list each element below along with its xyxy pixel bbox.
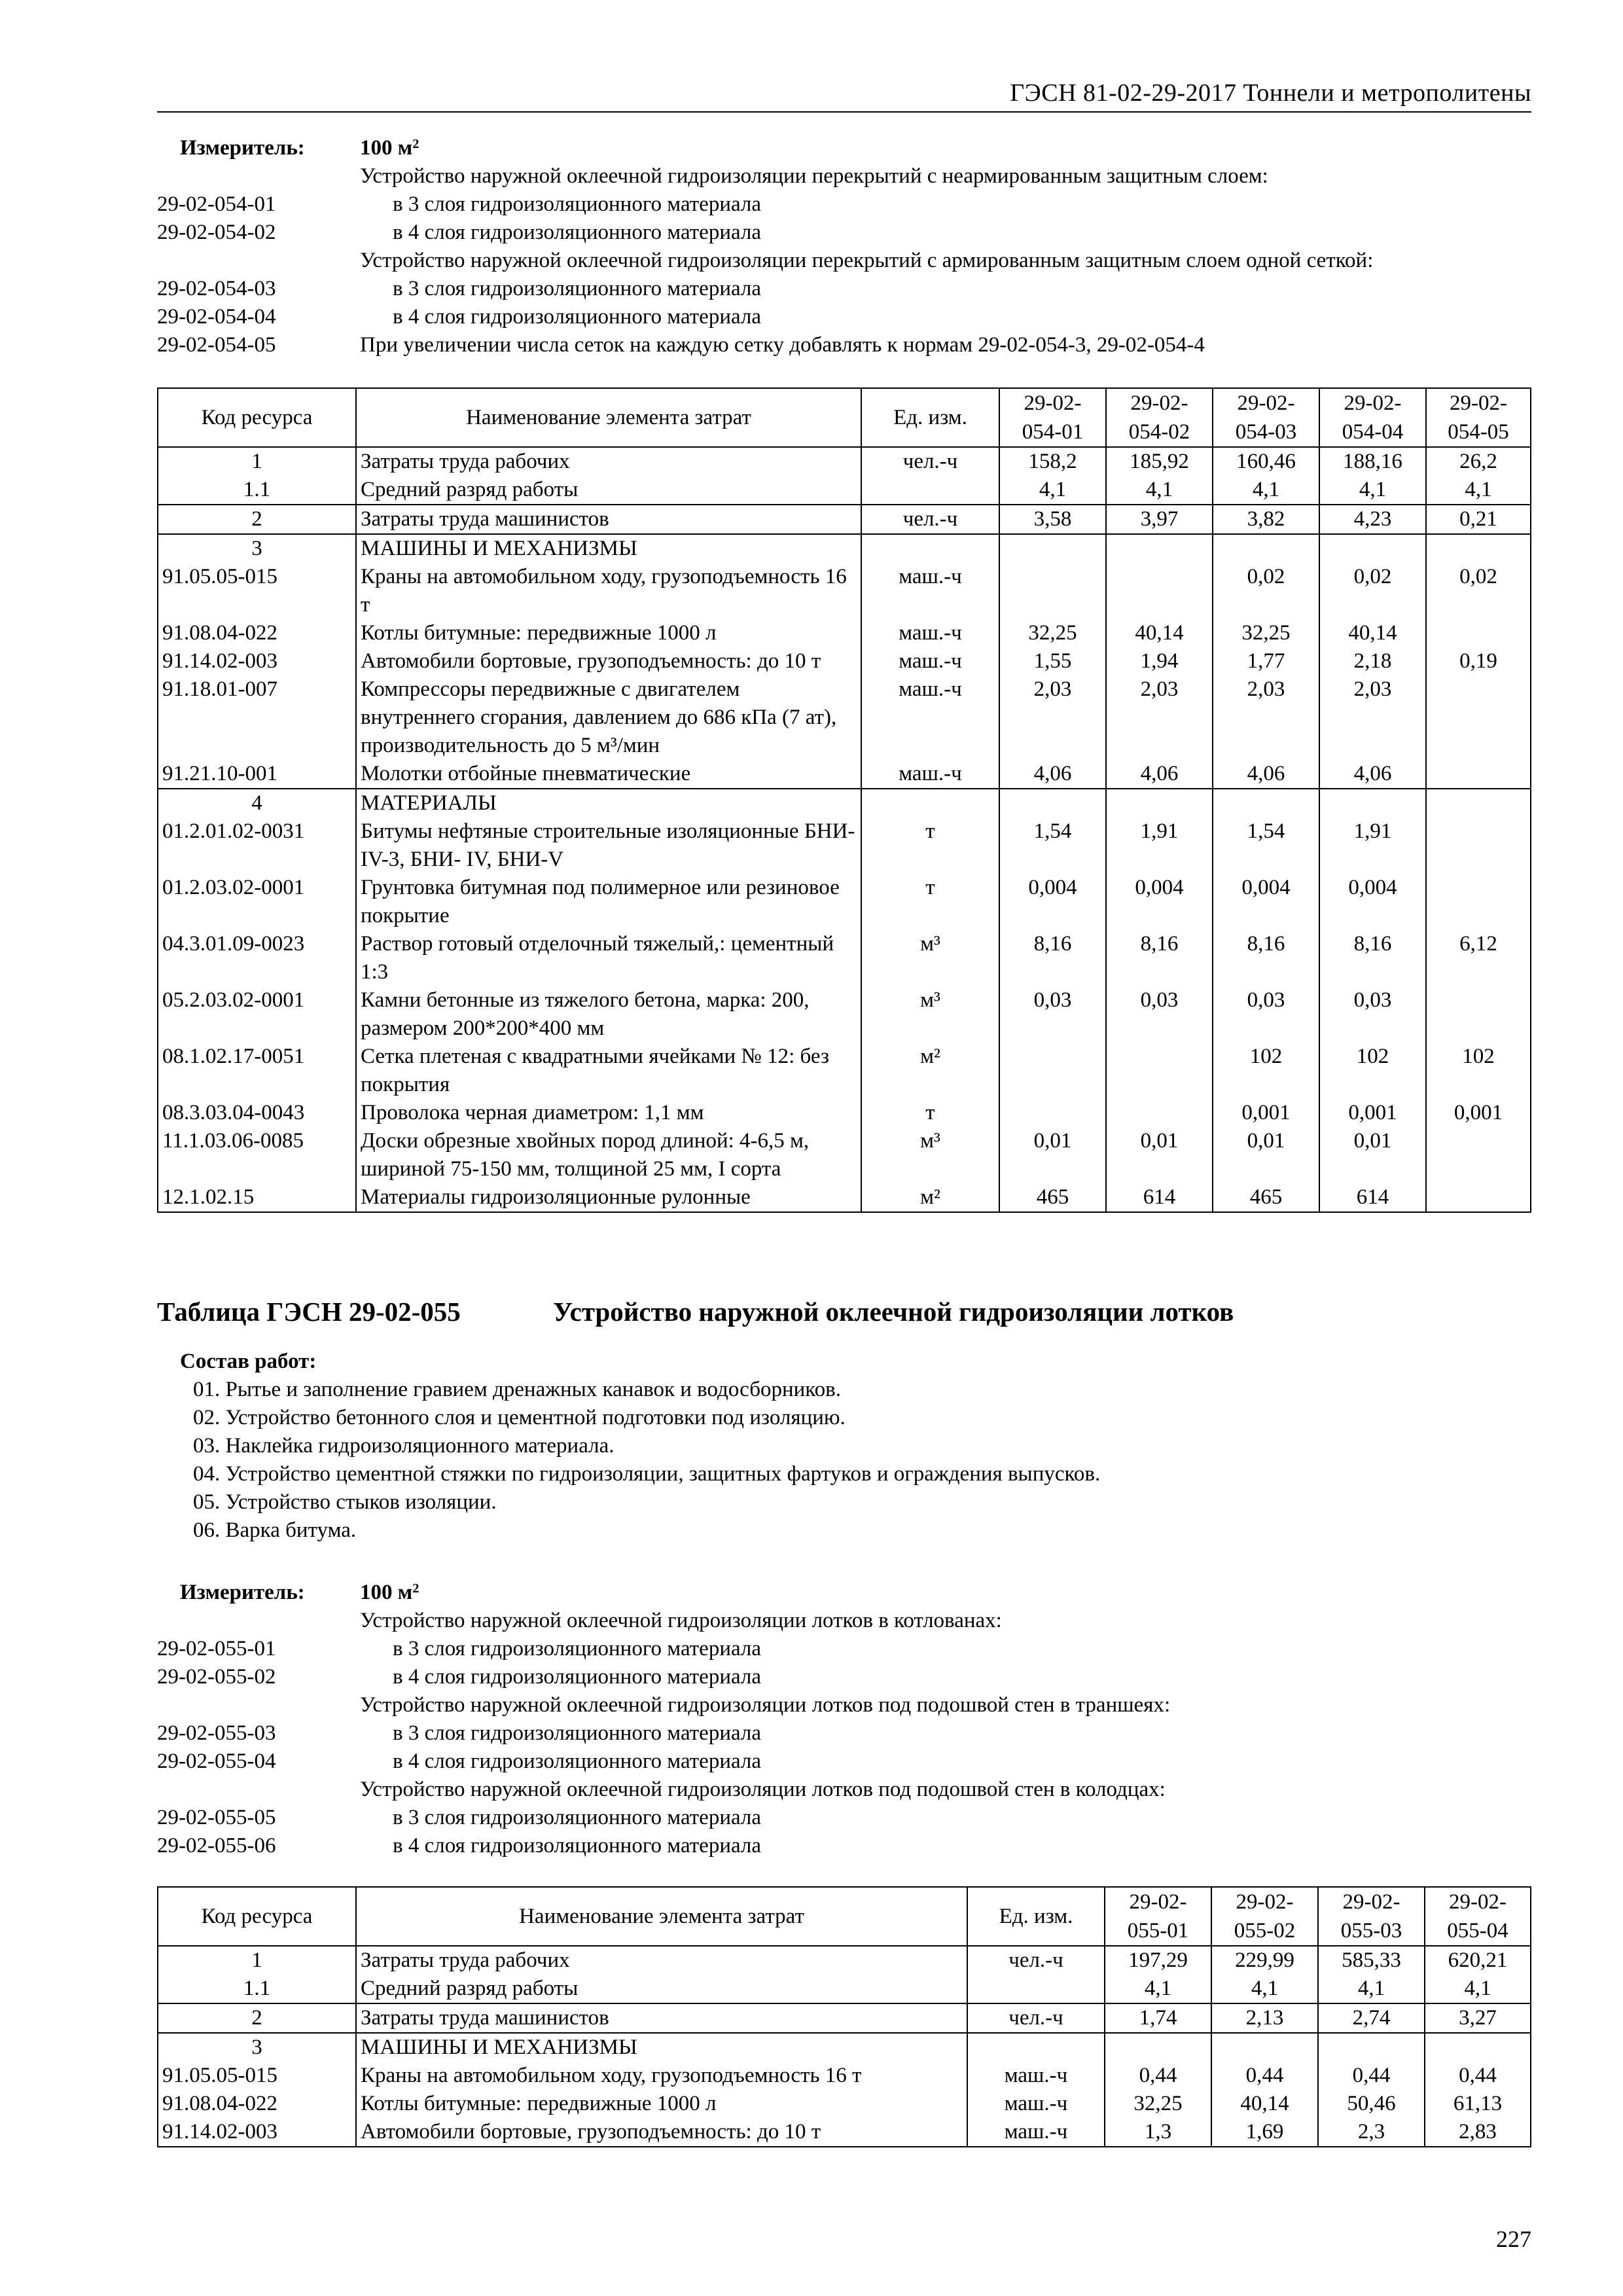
resource-name: Краны на автомобильном ходу, грузоподъемность 16 т bbox=[356, 2062, 967, 2090]
norm-value: 4,1 bbox=[1425, 1975, 1531, 2003]
unit: т bbox=[861, 817, 999, 874]
norm-item: 29-02-054-04 в 4 слоя гидроизоляционного материала bbox=[157, 305, 762, 329]
norm-value: 4,1 bbox=[1318, 1975, 1425, 2003]
column-header: Код ресурса bbox=[158, 1887, 356, 1946]
unit bbox=[967, 1975, 1105, 2003]
norm-value bbox=[1426, 1183, 1531, 1212]
norm-value bbox=[1213, 789, 1319, 817]
norm-value bbox=[1106, 1043, 1213, 1099]
norm-value bbox=[999, 1099, 1106, 1127]
table-row bbox=[158, 1127, 1531, 1183]
meter-label: Измеритель: bbox=[180, 1581, 305, 1604]
norm-value: 2,74 bbox=[1318, 2003, 1425, 2033]
norm-value bbox=[1426, 789, 1531, 817]
table-header-row bbox=[158, 388, 1531, 447]
meter-block-054 bbox=[157, 134, 1531, 359]
norm-value: 1,54 bbox=[1213, 817, 1319, 874]
norm-item: 29-02-054-05 При увеличении числа сеток на каждую сетку добавлять к нормам 29-02-054-3, 29-02-054-4 bbox=[157, 333, 1205, 357]
resource-code: 01.2.01.02-0031 bbox=[158, 817, 356, 874]
norm-value bbox=[999, 563, 1106, 619]
table-row bbox=[158, 2003, 1531, 2033]
resource-code: 91.08.04-022 bbox=[158, 619, 356, 647]
norm-value: 0,01 bbox=[1319, 1127, 1426, 1183]
norm-value: 614 bbox=[1106, 1183, 1213, 1212]
norm-value: 2,18 bbox=[1319, 647, 1426, 675]
norm-value bbox=[1106, 789, 1213, 817]
table-row bbox=[158, 1946, 1531, 1975]
norm-value: 1,54 bbox=[999, 817, 1106, 874]
resource-code: 08.1.02.17-0051 bbox=[158, 1043, 356, 1099]
norm-value: 4,23 bbox=[1319, 505, 1426, 534]
norm-value: 160,46 bbox=[1213, 447, 1319, 476]
page-number: 227 bbox=[1496, 2226, 1531, 2252]
norm-value: 40,14 bbox=[1211, 2090, 1318, 2118]
meter-label: Измеритель: bbox=[180, 136, 305, 160]
norm-value: 3,27 bbox=[1425, 2003, 1531, 2033]
norm-value: 0,004 bbox=[1213, 874, 1319, 930]
norm-value: 4,1 bbox=[1105, 1975, 1211, 2003]
resource-name: Котлы битумные: передвижные 1000 л bbox=[356, 619, 861, 647]
resource-name: Котлы битумные: передвижные 1000 л bbox=[356, 2090, 967, 2118]
norm-value: 32,25 bbox=[1105, 2090, 1211, 2118]
table-row bbox=[158, 1043, 1531, 1099]
unit: чел.-ч bbox=[861, 505, 999, 534]
norm-value bbox=[1106, 534, 1213, 563]
norm-value: 4,1 bbox=[1319, 476, 1426, 505]
norm-value: 1,77 bbox=[1213, 647, 1319, 675]
norm-value bbox=[1319, 534, 1426, 563]
norm-value: 40,14 bbox=[1319, 619, 1426, 647]
norm-value bbox=[1211, 2033, 1318, 2062]
norm-value bbox=[999, 789, 1106, 817]
resource-code: 91.21.10-001 bbox=[158, 760, 356, 789]
column-header: 29-02- 054-02 bbox=[1106, 388, 1213, 447]
unit bbox=[861, 534, 999, 563]
norm-value bbox=[1318, 2033, 1425, 2062]
norm-value: 0,001 bbox=[1426, 1099, 1531, 1127]
norm-value: 8,16 bbox=[1213, 930, 1319, 986]
norm-value: 4,1 bbox=[1213, 476, 1319, 505]
works-title: Состав работ: bbox=[180, 1350, 317, 1373]
norm-value: 4,1 bbox=[1211, 1975, 1318, 2003]
norm-value: 229,99 bbox=[1211, 1946, 1318, 1975]
unit: м² bbox=[861, 1043, 999, 1099]
norm-value: 4,1 bbox=[999, 476, 1106, 505]
work-group-heading: Устройство наружной оклеечной гидроизоляции лотков в котлованах: bbox=[360, 1609, 1002, 1632]
norm-value: 3,82 bbox=[1213, 505, 1319, 534]
norm-value: 614 bbox=[1319, 1183, 1426, 1212]
norm-value: 465 bbox=[999, 1183, 1106, 1212]
norm-value bbox=[1425, 2033, 1531, 2062]
resource-code: 91.05.05-015 bbox=[158, 563, 356, 619]
resource-name: Материалы гидроизоляционные рулонные bbox=[356, 1183, 861, 1212]
norm-item: 29-02-054-03 в 3 слоя гидроизоляционного материала bbox=[157, 277, 762, 300]
norm-item: 29-02-055-06 в 4 слоя гидроизоляционного материала bbox=[157, 1834, 762, 1857]
norm-value bbox=[999, 1043, 1106, 1099]
column-header: Наименование элемента затрат bbox=[356, 1887, 967, 1946]
norm-value: 0,03 bbox=[1213, 986, 1319, 1043]
table-row bbox=[158, 647, 1531, 675]
norm-value: 3,97 bbox=[1106, 505, 1213, 534]
norm-value: 4,06 bbox=[1213, 760, 1319, 789]
resource-code: 2 bbox=[158, 2003, 356, 2033]
norm-value: 4,06 bbox=[1106, 760, 1213, 789]
unit: т bbox=[861, 874, 999, 930]
table-row bbox=[158, 1183, 1531, 1212]
table-row bbox=[158, 2118, 1531, 2147]
norm-value: 50,46 bbox=[1318, 2090, 1425, 2118]
table-row bbox=[158, 534, 1531, 563]
norm-value: 102 bbox=[1426, 1043, 1531, 1099]
resource-code: 1 bbox=[158, 1946, 356, 1975]
unit: маш.-ч bbox=[861, 675, 999, 760]
norm-item: 29-02-055-04 в 4 слоя гидроизоляционного материала bbox=[157, 1749, 762, 1773]
resource-code: 91.18.01-007 bbox=[158, 675, 356, 760]
norm-value bbox=[1319, 789, 1426, 817]
norm-value: 158,2 bbox=[999, 447, 1106, 476]
norm-item: 29-02-054-01 в 3 слоя гидроизоляционного материала bbox=[157, 192, 762, 216]
norm-value: 0,03 bbox=[1319, 986, 1426, 1043]
norm-value: 6,12 bbox=[1426, 930, 1531, 986]
norm-value: 4,06 bbox=[999, 760, 1106, 789]
resource-code: 91.05.05-015 bbox=[158, 2062, 356, 2090]
norm-value bbox=[1426, 817, 1531, 874]
column-header: Ед. изм. bbox=[967, 1887, 1105, 1946]
work-group-heading: Устройство наружной оклеечной гидроизоляции перекрытий с армированным защитным слоем одной сеткой: bbox=[360, 249, 1374, 272]
meter-row bbox=[157, 1579, 1531, 1607]
norm-value bbox=[1426, 760, 1531, 789]
norm-value: 2,03 bbox=[1106, 675, 1213, 760]
norm-value: 32,25 bbox=[999, 619, 1106, 647]
works-item: 06. Варка битума. bbox=[193, 1518, 357, 1542]
norm-value bbox=[1106, 1099, 1213, 1127]
norm-value: 2,3 bbox=[1318, 2118, 1425, 2147]
resource-name: Проволока черная диаметром: 1,1 мм bbox=[356, 1099, 861, 1127]
column-header: 29-02- 054-01 bbox=[999, 388, 1106, 447]
norm-value: 2,03 bbox=[999, 675, 1106, 760]
resource-name: Раствор готовый отделочный тяжелый,: цементный 1:3 bbox=[356, 930, 861, 986]
norm-value bbox=[1105, 2033, 1211, 2062]
norm-value: 0,21 bbox=[1426, 505, 1531, 534]
norm-value: 0,02 bbox=[1319, 563, 1426, 619]
table-row bbox=[158, 1975, 1531, 2003]
norm-value: 620,21 bbox=[1425, 1946, 1531, 1975]
resource-name: Компрессоры передвижные с двигателем внутреннего сгорания, давлением до 686 кПа (7 ат), производительность до 5 м³/мин bbox=[356, 675, 861, 760]
unit: маш.-ч bbox=[861, 760, 999, 789]
norm-value: 188,16 bbox=[1319, 447, 1426, 476]
norm-value: 0,44 bbox=[1318, 2062, 1425, 2090]
norm-value: 0,004 bbox=[999, 874, 1106, 930]
norm-value: 2,03 bbox=[1213, 675, 1319, 760]
column-header: 29-02- 055-04 bbox=[1425, 1887, 1531, 1946]
works-item: 05. Устройство стыков изоляции. bbox=[193, 1490, 497, 1514]
norm-value: 0,004 bbox=[1319, 874, 1426, 930]
unit: м³ bbox=[861, 1127, 999, 1183]
resource-code: 4 bbox=[158, 789, 356, 817]
resource-name: Средний разряд работы bbox=[356, 476, 861, 505]
unit: чел.-ч bbox=[861, 447, 999, 476]
resource-name: Автомобили бортовые, грузоподъемность: до 10 т bbox=[356, 647, 861, 675]
norm-value: 0,01 bbox=[1213, 1127, 1319, 1183]
unit: маш.-ч bbox=[861, 563, 999, 619]
resource-code: 01.2.03.02-0001 bbox=[158, 874, 356, 930]
work-group-heading: Устройство наружной оклеечной гидроизоляции лотков под подошвой стен в траншеях: bbox=[360, 1693, 1171, 1717]
resource-code: 1 bbox=[158, 447, 356, 476]
norm-value: 4,1 bbox=[1426, 476, 1531, 505]
norm-value: 102 bbox=[1213, 1043, 1319, 1099]
table-row bbox=[158, 789, 1531, 817]
running-header bbox=[157, 72, 1531, 113]
unit bbox=[861, 789, 999, 817]
norm-value: 197,29 bbox=[1105, 1946, 1211, 1975]
norm-value: 2,03 bbox=[1319, 675, 1426, 760]
table-row bbox=[158, 930, 1531, 986]
meter-value: 100 $м^2$ bbox=[360, 1581, 419, 1604]
unit: м³ bbox=[861, 930, 999, 986]
norm-value bbox=[1426, 1127, 1531, 1183]
column-header: 29-02- 055-02 bbox=[1211, 1887, 1318, 1946]
column-header: 29-02- 054-05 bbox=[1426, 388, 1531, 447]
resource-code: 3 bbox=[158, 2033, 356, 2062]
column-header: 29-02- 055-03 bbox=[1318, 1887, 1425, 1946]
norm-value bbox=[1426, 534, 1531, 563]
norm-value: 4,06 bbox=[1319, 760, 1426, 789]
resource-name: Затраты труда машинистов bbox=[356, 505, 861, 534]
norm-value: 0,001 bbox=[1213, 1099, 1319, 1127]
norm-value: 0,01 bbox=[999, 1127, 1106, 1183]
unit: маш.-ч bbox=[967, 2118, 1105, 2147]
unit: маш.-ч bbox=[861, 647, 999, 675]
resource-code: 3 bbox=[158, 534, 356, 563]
meter-value: 100 $м^2$ bbox=[360, 136, 419, 160]
unit: м² bbox=[861, 1183, 999, 1212]
resource-name: Доски обрезные хвойных пород длиной: 4-6,5 м, шириной 75-150 мм, толщиной 25 мм, I сорта bbox=[356, 1127, 861, 1183]
table-row bbox=[158, 447, 1531, 476]
norm-value: 0,01 bbox=[1106, 1127, 1213, 1183]
norm-value: 1,69 bbox=[1211, 2118, 1318, 2147]
resource-code: 12.1.02.15 bbox=[158, 1183, 356, 1212]
meter-block-055 bbox=[157, 1579, 1531, 1860]
unit bbox=[967, 2033, 1105, 2062]
unit: маш.-ч bbox=[967, 2090, 1105, 2118]
table-row bbox=[158, 619, 1531, 647]
resource-code: 2 bbox=[158, 505, 356, 534]
norm-value bbox=[999, 534, 1106, 563]
resource-name: МАТЕРИАЛЫ bbox=[356, 789, 861, 817]
norm-value: 4,1 bbox=[1106, 476, 1213, 505]
resource-code: 08.3.03.04-0043 bbox=[158, 1099, 356, 1127]
norm-value: 0,44 bbox=[1425, 2062, 1531, 2090]
resource-code: 91.14.02-003 bbox=[158, 647, 356, 675]
resource-name: Средний разряд работы bbox=[356, 1975, 967, 2003]
norm-value: 0,44 bbox=[1105, 2062, 1211, 2090]
resource-name: Затраты труда рабочих bbox=[356, 447, 861, 476]
column-header: Наименование элемента затрат bbox=[356, 388, 861, 447]
table-row bbox=[158, 675, 1531, 760]
resource-name: МАШИНЫ И МЕХАНИЗМЫ bbox=[356, 2033, 967, 2062]
norm-value: 2,13 bbox=[1211, 2003, 1318, 2033]
norm-value bbox=[1426, 986, 1531, 1043]
column-header: Код ресурса bbox=[158, 388, 356, 447]
resource-name: Затраты труда рабочих bbox=[356, 1946, 967, 1975]
norm-value bbox=[1106, 563, 1213, 619]
unit bbox=[861, 476, 999, 505]
resource-name: Затраты труда машинистов bbox=[356, 2003, 967, 2033]
norm-value: 1,91 bbox=[1319, 817, 1426, 874]
column-header: 29-02- 054-03 bbox=[1213, 388, 1319, 447]
table-row bbox=[158, 986, 1531, 1043]
norm-value: 61,13 bbox=[1425, 2090, 1531, 2118]
resource-code: 1.1 bbox=[158, 476, 356, 505]
norm-value: 8,16 bbox=[999, 930, 1106, 986]
norm-value: 0,02 bbox=[1426, 563, 1531, 619]
column-header: 29-02- 054-04 bbox=[1319, 388, 1426, 447]
norm-value: 32,25 bbox=[1213, 619, 1319, 647]
table-row bbox=[158, 1099, 1531, 1127]
resource-code: 04.3.01.09-0023 bbox=[158, 930, 356, 986]
norm-value: 3,58 bbox=[999, 505, 1106, 534]
norm-value: 26,2 bbox=[1426, 447, 1531, 476]
resource-code: 11.1.03.06-0085 bbox=[158, 1127, 356, 1183]
table-row bbox=[158, 2090, 1531, 2118]
norm-value: 8,16 bbox=[1106, 930, 1213, 986]
table-number: Таблица ГЭСН 29-02-055 bbox=[157, 1297, 461, 1327]
norm-value bbox=[1426, 874, 1531, 930]
works-item: 02. Устройство бетонного слоя и цементной подготовки под изоляцию. bbox=[193, 1406, 846, 1429]
norm-value: 1,3 bbox=[1105, 2118, 1211, 2147]
resource-code: 91.14.02-003 bbox=[158, 2118, 356, 2147]
norm-item: 29-02-054-02 в 4 слоя гидроизоляционного материала bbox=[157, 221, 762, 244]
norm-value: 0,03 bbox=[999, 986, 1106, 1043]
unit: т bbox=[861, 1099, 999, 1127]
resource-code: 05.2.03.02-0001 bbox=[158, 986, 356, 1043]
norm-value bbox=[1213, 534, 1319, 563]
table-row bbox=[158, 2033, 1531, 2062]
table-row bbox=[158, 817, 1531, 874]
norm-value: 1,55 bbox=[999, 647, 1106, 675]
norm-value: 0,03 bbox=[1106, 986, 1213, 1043]
meter-row bbox=[157, 134, 1531, 162]
works-item: 01. Рытье и заполнение гравием дренажных канавок и водосборников. bbox=[193, 1378, 841, 1401]
norm-value: 8,16 bbox=[1319, 930, 1426, 986]
norm-value: 40,14 bbox=[1106, 619, 1213, 647]
table-row bbox=[158, 505, 1531, 534]
norm-value: 585,33 bbox=[1318, 1946, 1425, 1975]
table-name: Устройство наружной оклеечной гидроизоляции лотков bbox=[553, 1297, 1234, 1327]
work-group-heading: Устройство наружной оклеечной гидроизоляции лотков под подошвой стен в колодцах: bbox=[360, 1778, 1166, 1801]
norm-value bbox=[1426, 619, 1531, 647]
norm-value: 0,19 bbox=[1426, 647, 1531, 675]
resource-table-054 bbox=[157, 387, 1531, 1213]
column-header: 29-02- 055-01 bbox=[1105, 1887, 1211, 1946]
norm-value: 2,83 bbox=[1425, 2118, 1531, 2147]
norm-value: 1,94 bbox=[1106, 647, 1213, 675]
norm-value: 0,004 bbox=[1106, 874, 1213, 930]
resource-name: Сетка плетеная с квадратными ячейками № 12: без покрытия bbox=[356, 1043, 861, 1099]
resource-name: Молотки отбойные пневматические bbox=[356, 760, 861, 789]
table-row bbox=[158, 874, 1531, 930]
unit: маш.-ч bbox=[861, 619, 999, 647]
norm-value: 465 bbox=[1213, 1183, 1319, 1212]
norm-value bbox=[1426, 675, 1531, 760]
norm-value: 1,74 bbox=[1105, 2003, 1211, 2033]
works-item: 04. Устройство цементной стяжки по гидроизоляции, защитных фартуков и ограждения выпусков. bbox=[193, 1462, 1101, 1486]
norm-value: 0,001 bbox=[1319, 1099, 1426, 1127]
table-row bbox=[158, 563, 1531, 619]
norm-value: 185,92 bbox=[1106, 447, 1213, 476]
resource-table-055 bbox=[157, 1886, 1531, 2147]
unit: м³ bbox=[861, 986, 999, 1043]
resource-name: Битумы нефтяные строительные изоляционные БНИ-IV-3, БНИ- IV, БНИ-V bbox=[356, 817, 861, 874]
norm-item: 29-02-055-02 в 4 слоя гидроизоляционного материала bbox=[157, 1665, 762, 1689]
norm-value: 102 bbox=[1319, 1043, 1426, 1099]
unit: чел.-ч bbox=[967, 1946, 1105, 1975]
resource-code: 1.1 bbox=[158, 1975, 356, 2003]
table-row bbox=[158, 476, 1531, 505]
resource-name: МАШИНЫ И МЕХАНИЗМЫ bbox=[356, 534, 861, 563]
resource-name: Камни бетонные из тяжелого бетона, марка: 200, размером 200*200*400 мм bbox=[356, 986, 861, 1043]
table-header-row bbox=[158, 1887, 1531, 1946]
table-row bbox=[158, 760, 1531, 789]
norm-item: 29-02-055-01 в 3 слоя гидроизоляционного материала bbox=[157, 1637, 762, 1660]
resource-code: 91.08.04-022 bbox=[158, 2090, 356, 2118]
column-header: Ед. изм. bbox=[861, 388, 999, 447]
norm-item: 29-02-055-05 в 3 слоя гидроизоляционного материала bbox=[157, 1806, 762, 1829]
norm-value: 0,02 bbox=[1213, 563, 1319, 619]
resource-name: Автомобили бортовые, грузоподъемность: до 10 т bbox=[356, 2118, 967, 2147]
unit: маш.-ч bbox=[967, 2062, 1105, 2090]
works-item: 03. Наклейка гидроизоляционного материала. bbox=[193, 1434, 615, 1458]
norm-value: 0,44 bbox=[1211, 2062, 1318, 2090]
norm-item: 29-02-055-03 в 3 слоя гидроизоляционного материала bbox=[157, 1721, 762, 1745]
resource-name: Грунтовка битумная под полимерное или резиновое покрытие bbox=[356, 874, 861, 930]
table-row bbox=[158, 2062, 1531, 2090]
work-group-heading: Устройство наружной оклеечной гидроизоляции перекрытий с неармированным защитным слоем: bbox=[360, 164, 1268, 188]
document-title: ГЭСН 81-02-29-2017 Тоннели и метрополитены bbox=[1010, 79, 1531, 107]
norm-value: 1,91 bbox=[1106, 817, 1213, 874]
resource-name: Краны на автомобильном ходу, грузоподъемность 16 т bbox=[356, 563, 861, 619]
unit: чел.-ч bbox=[967, 2003, 1105, 2033]
